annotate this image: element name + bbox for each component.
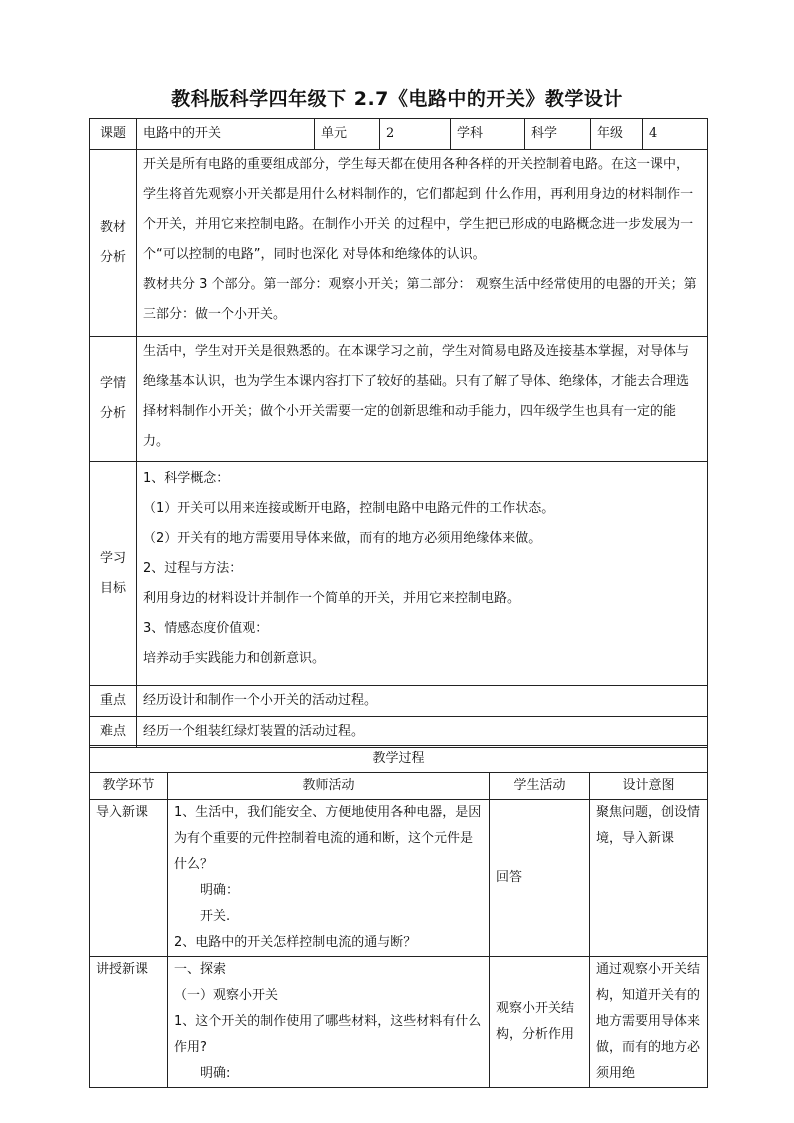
course-value: 电路中的开关: [137, 119, 315, 150]
goal-line: 2、过程与方法：: [143, 561, 243, 576]
course-label: 课题: [90, 119, 137, 150]
unit-label: 单元: [315, 119, 380, 150]
lecture-intent: 通过观察小开关结构，知道开关有的地方需要用导体来做，而有的地方必须用绝: [590, 957, 708, 1088]
goal-line: 培养动手实践能力和创新意识。: [143, 651, 326, 666]
intro-student-activity: 回答: [490, 800, 590, 957]
goal-line: （2）开关有的地方需要用导体来做，而有的地方必须用绝缘体来做。: [143, 531, 542, 546]
column-teacher: 教师活动: [168, 773, 490, 800]
column-student: 学生活动: [490, 773, 590, 800]
grade-label: 年级: [591, 119, 643, 150]
teaching-process-table: [89, 745, 708, 1088]
material-paragraph-1: 开关是所有电路的重要组成部分，学生每天都在使用各种各样的开关控制着电路。在这一课中，学生将首先观察小开关都是用什么材料制作的，它们都起到 什么作用，再利用身边的材料制作一个开关，并用它来控制电路。在制作小开关 的过程中，学生把已形成的电路概念进一步发展为一个“可以控制的电路”，同时也深化 对导体和绝缘体的认识。: [143, 157, 694, 262]
student-analysis-text: 生活中，学生对开关是很熟悉的。在本课学习之前，学生对简易电路及连接基本掌握，对导体与绝缘基本认识，也为学生本课内容打下了较好的基础。只有了解了导体、绝缘体，才能去合理选择材料制作小开关；做个小开关需要一定的创新思维和动手能力，四年级学生也具有一定的能力。: [137, 337, 708, 462]
lecture-student-activity: 观察小开关结构，分析作用: [490, 957, 590, 1088]
material-paragraph-2: 教材共分 3 个部分。第一部分：观察小开关；第二部分： 观察生活中经常使用的电器的开关；第三部分：做一个小开关。: [143, 277, 697, 322]
difficulty-label: 难点: [90, 717, 137, 748]
stage-intro: 导入新课: [90, 800, 168, 957]
difficulty-text: 经历一个组装红绿灯装置的活动过程。: [137, 717, 708, 748]
process-heading: 教学过程: [90, 746, 708, 773]
material-analysis-label: 教材 分析: [90, 150, 137, 337]
student-analysis-label: 学情 分析: [90, 337, 137, 462]
column-intent: 设计意图: [590, 773, 708, 800]
subject-label: 学科: [451, 119, 525, 150]
goal-line: （1）开关可以用来连接或断开电路，控制电路中电路元件的工作状态。: [143, 501, 555, 516]
lesson-info-table: [89, 118, 708, 748]
grade-value: 4: [643, 119, 708, 150]
column-stage: 教学环节: [90, 773, 168, 800]
document-title: 教科版科学四年级下 2.7《电路中的开关》教学设计: [171, 88, 623, 110]
key-point-text: 经历设计和制作一个小开关的活动过程。: [137, 686, 708, 717]
goal-line: 利用身边的材料设计并制作一个简单的开关，并用它来控制电路。: [143, 591, 521, 606]
intro-teacher-activity: 1、生活中，我们能安全、方便地使用各种电器，是因为有个重要的元件控制着电流的通和断，这个元件是什么？ 明确： 开关. 2、电路中的开关怎样控制电流的通与断？: [168, 800, 490, 957]
learning-goals-text: [137, 462, 708, 686]
learning-goals-label: 学习 目标: [90, 462, 137, 686]
stage-lecture: 讲授新课: [90, 957, 168, 1088]
material-analysis-text: [137, 150, 708, 337]
subject-value: 科学: [525, 119, 591, 150]
intro-intent: 聚焦问题，创设情境，导入新课: [590, 800, 708, 957]
unit-value: 2: [380, 119, 451, 150]
lecture-teacher-activity: 一、探索 （一）观察小开关 1、这个开关的制作使用了哪些材料，这些材料有什么作用? 明确:: [168, 957, 490, 1088]
goal-line: 1、科学概念：: [143, 471, 230, 486]
key-point-label: 重点: [90, 686, 137, 717]
goal-line: 3、情感态度价值观：: [143, 621, 269, 636]
